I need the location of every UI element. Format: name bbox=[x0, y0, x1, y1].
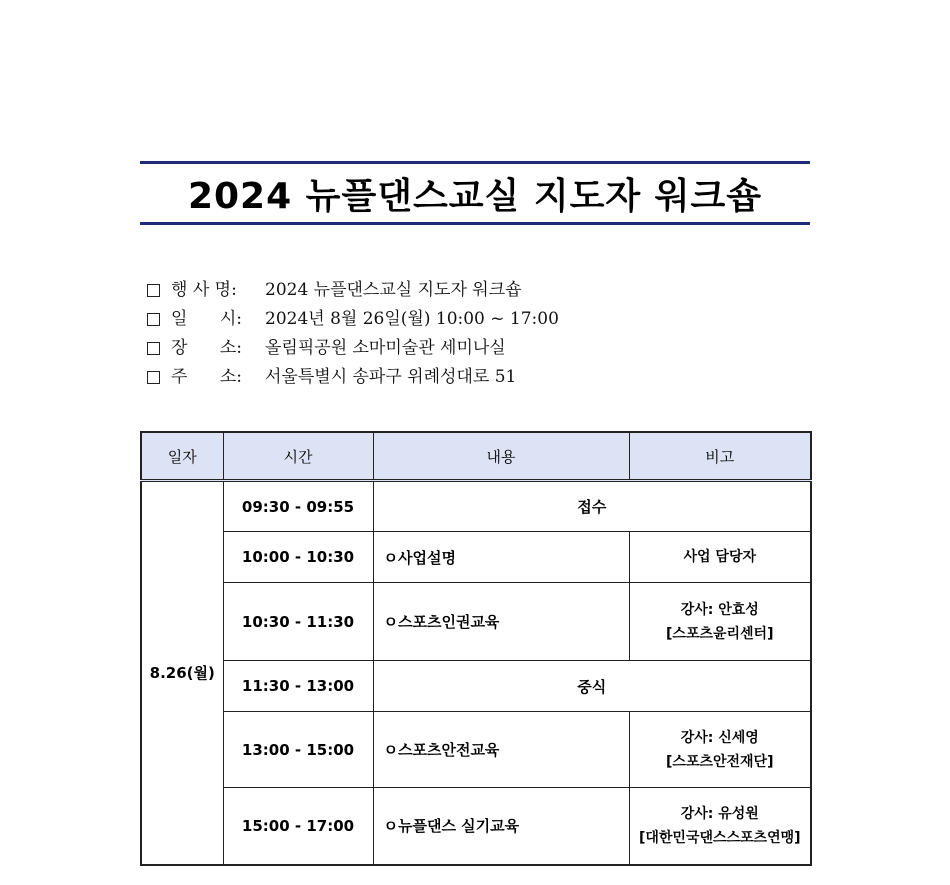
content-cell: 접수 bbox=[373, 481, 811, 532]
time-cell: 10:30 - 11:30 bbox=[223, 583, 373, 661]
content-cell: ㅇ사업설명 bbox=[373, 532, 629, 583]
note-line: 강사: 유성원 bbox=[680, 805, 759, 822]
content-cell: ㅇ스포츠인권교육 bbox=[373, 583, 629, 661]
time-cell: 15:00 - 17:00 bbox=[223, 788, 373, 865]
table-row bbox=[141, 532, 811, 583]
event-info bbox=[147, 276, 559, 392]
document-title: 2024 뉴플댄스교실 지도자 워크숍 bbox=[187, 175, 763, 217]
header-content: 내용 bbox=[373, 432, 629, 481]
schedule-table bbox=[140, 431, 812, 866]
note-line: [스포츠윤리센터] bbox=[666, 625, 774, 642]
time-cell: 11:30 - 13:00 bbox=[223, 661, 373, 712]
info-row-venue bbox=[147, 334, 559, 363]
info-label: 장 소: bbox=[171, 338, 242, 358]
time-cell: 09:30 - 09:55 bbox=[223, 481, 373, 532]
time-cell: 10:00 - 10:30 bbox=[223, 532, 373, 583]
checkbox-square-icon bbox=[147, 284, 160, 297]
header-time: 시간 bbox=[223, 432, 373, 481]
info-label: 주 소: bbox=[171, 367, 242, 387]
table-row bbox=[141, 661, 811, 712]
info-label: 일 시: bbox=[171, 309, 242, 329]
checkbox-square-icon bbox=[147, 371, 160, 384]
note-line: 강사: 안효성 bbox=[680, 601, 759, 618]
content-cell: 중식 bbox=[373, 661, 811, 712]
content-cell: ㅇ스포츠안전교육 bbox=[373, 712, 629, 788]
checkbox-square-icon bbox=[147, 342, 160, 355]
note-cell bbox=[629, 583, 811, 661]
table-row bbox=[141, 583, 811, 661]
table-header-row bbox=[141, 432, 811, 481]
info-label: 행 사 명: bbox=[171, 280, 237, 300]
header-note: 비고 bbox=[629, 432, 811, 481]
title-banner bbox=[140, 161, 810, 225]
header-date: 일자 bbox=[141, 432, 223, 481]
note-cell bbox=[629, 788, 811, 865]
table-row bbox=[141, 712, 811, 788]
info-row-address bbox=[147, 363, 559, 392]
note-cell bbox=[629, 532, 811, 583]
info-value: 올림픽공원 소마미술관 세미나실 bbox=[265, 338, 506, 358]
date-cell: 8.26(월) bbox=[141, 481, 223, 865]
time-cell: 13:00 - 15:00 bbox=[223, 712, 373, 788]
info-value: 서울특별시 송파구 위례성대로 51 bbox=[265, 367, 517, 387]
info-value: 2024 뉴플댄스교실 지도자 워크숍 bbox=[265, 280, 522, 300]
note-line: [스포츠안전재단] bbox=[666, 753, 774, 770]
note-line: 사업 담당자 bbox=[683, 549, 756, 565]
content-cell: ㅇ뉴플댄스 실기교육 bbox=[373, 788, 629, 865]
info-value: 2024년 8월 26일(월) 10:00 ~ 17:00 bbox=[265, 309, 559, 329]
table-row bbox=[141, 481, 811, 532]
note-line: [대한민국댄스스포츠연맹] bbox=[638, 829, 801, 846]
info-row-datetime bbox=[147, 305, 559, 334]
checkbox-square-icon bbox=[147, 313, 160, 326]
info-row-event-name bbox=[147, 276, 559, 305]
table-row bbox=[141, 788, 811, 865]
note-cell bbox=[629, 712, 811, 788]
note-line: 강사: 신세영 bbox=[680, 729, 759, 746]
